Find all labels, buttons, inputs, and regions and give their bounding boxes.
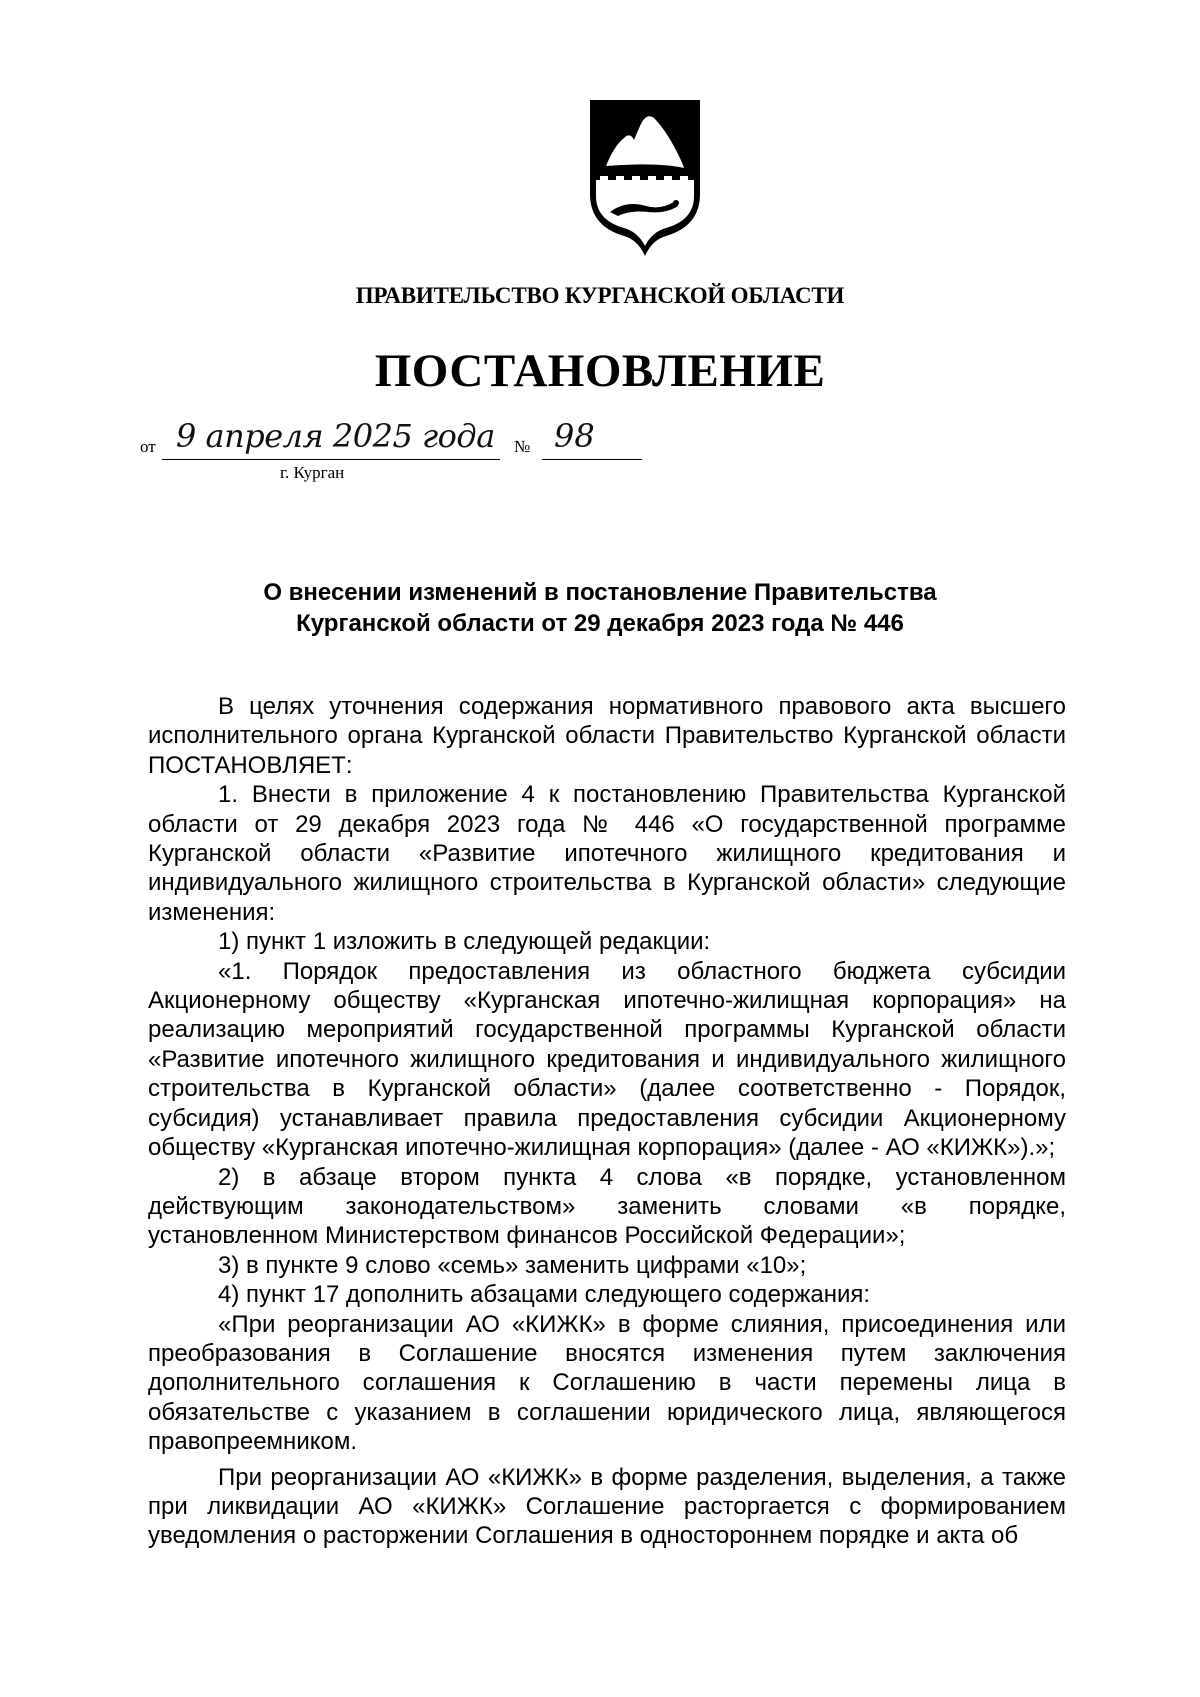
paragraph-quoted-point-1: «1. Порядок предоставления из областного бюджета субсидии Акционерному обществу «Курганская ипотечно-жилищная корпорация» на реализацию мероприятий государственной программы Курганской области «Развитие ипотечного жилищного кредитования и индивидуального жилищного строительства в Курганской области» (далее соответственно - Порядок, субсидия) устанавливает правила предоставления субсидии Акционерному обществу «Курганская ипотечно-жилищная корпорация» (далее - АО «КИЖК»).»; [148,957,1066,1162]
paragraph-subitem-1: 1) пункт 1 изложить в следующей редакции: [218,928,711,956]
document-body [148,692,1066,1551]
city-label: г. Курган [280,463,345,482]
subject-line-2: Курганской области от 29 декабря 2023 года № 446 [296,610,904,637]
handwritten-date: 9 апреля 2025 года [176,417,495,455]
paragraph-reorganization-division: При реорганизации АО «КИЖК» в форме разделения, выделения, а также при ликвидации АО «КИЖК» Соглашение расторгается с формированием уведомления о расторжении Соглашения в одностороннем порядке и акта об [148,1463,1066,1550]
number-label: № [514,437,531,456]
paragraph-item-1: 1. Внести в приложение 4 к постановлению Правительства Курганской области от 29 декабря 2023 года № 446 «О государственной программе Курганской области «Развитие ипотечного жилищного кредитования и индивидуального жилищного строительства в Курганской области» следующие изменения: [148,781,1066,926]
paragraph-preamble: В целях уточнения содержания нормативного правового акта высшего исполнительного органа Курганской области Правительство Курганской области ПОСТАНОВЛЯЕТ: [148,693,1066,779]
from-label: от [140,437,156,456]
government-title: ПРАВИТЕЛЬСТВО КУРГАНСКОЙ ОБЛАСТИ [355,283,845,308]
paragraph-reorganization-merger: «При реорганизации АО «КИЖК» в форме слияния, присоединения или преобразования в Соглашение вносятся изменения путем заключения дополнительного соглашения к Соглашению в части перемены лица в обязательстве с указанием в соглашении юридического лица, являющегося правопреемником. [148,1310,1066,1456]
paragraph-subitem-3: 3) в пункте 9 слово «семь» заменить цифрами «10»; [218,1251,807,1279]
document-type-heading: ПОСТАНОВЛЕНИЕ [374,345,826,397]
document-subject [150,577,1050,639]
subject-line-1: О внесении изменений в постановление Правительства [263,579,937,606]
paragraph-subitem-2: 2) в абзаце втором пункта 4 слова «в порядке, установленном действующим законодательством» заменить словами «в порядке, установленном Министерством финансов Российской Федерации»; [148,1163,1066,1250]
date-number-line [140,417,660,485]
paragraph-subitem-4: 4) пункт 17 дополнить абзацами следующего содержания: [218,1281,871,1309]
coat-of-arms-emblem [586,96,704,260]
handwritten-number: 98 [554,417,595,455]
